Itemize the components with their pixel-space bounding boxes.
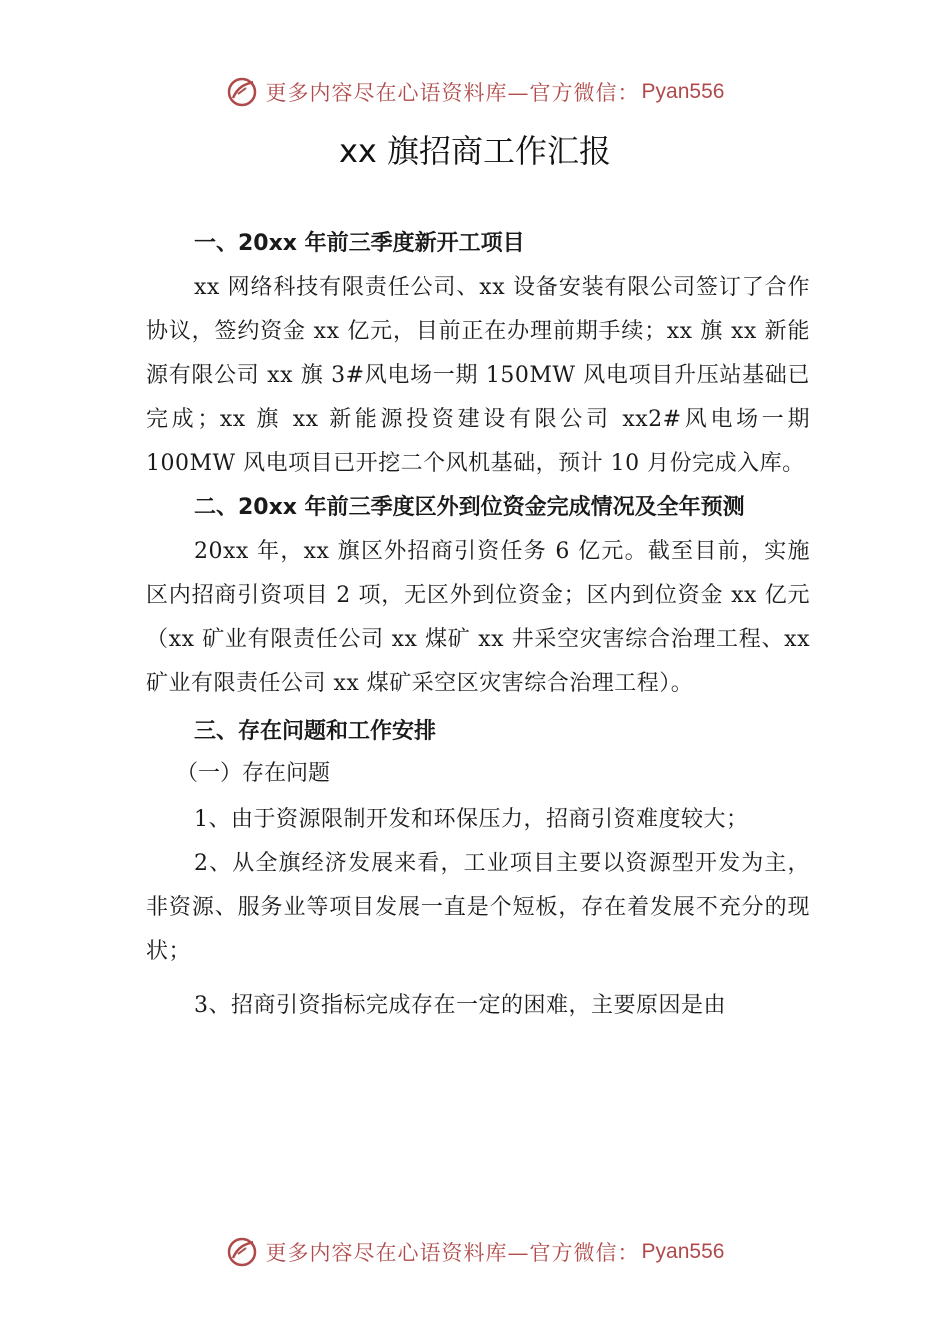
brand-logo-icon (226, 1236, 258, 1268)
watermark-wechat-id: Pyan556 (641, 80, 725, 103)
section-1-paragraph: xx 网络科技有限责任公司、xx 设备安装有限公司签订了合作协议，签约资金 xx 亿元，目前正在办理前期手续；xx 旗 xx 新能源有限公司 xx 旗 3#风电场一期 150MW 风电项目升压站基础已完成；xx 旗 xx 新能源投资建设有限公司 xx2#风电场一期 100MW 风电项目已开挖二个风机基础，预计 10 月份完成入库。 (146, 275, 810, 476)
watermark-banner-bottom (0, 1232, 950, 1272)
issue-item-2: 2、从全旗经济发展来看，工业项目主要以资源型开发为主，非资源、服务业等项目发展一直是个短板，存在着发展不充分的现状； (146, 851, 810, 964)
section-1-heading: 一、20xx 年前三季度新开工项目 (194, 231, 525, 256)
brand-logo-icon (226, 76, 258, 108)
watermark-text: 更多内容尽在心语资料库—官方微信： (265, 1241, 640, 1265)
document-title: xx 旗招商工作汇报 (338, 132, 612, 170)
section-2-paragraph: 20xx 年，xx 旗区外招商引资任务 6 亿元。截至目前，实施区内招商引资项目 2 项，无区外到位资金；区内到位资金 xx 亿元（xx 矿业有限责任公司 xx 煤矿 xx 井采空灾害综合治理工程、xx 矿业有限责任公司 xx 煤矿采空区灾害综合治理工程）。 (146, 539, 810, 696)
watermark-text: 更多内容尽在心语资料库—官方微信： (265, 81, 640, 105)
issue-item-3: 3、招商引资指标完成存在一定的困难，主要原因是由 (194, 993, 726, 1018)
document-body (146, 222, 810, 1028)
watermark-banner-top (0, 72, 950, 112)
section-3-heading: 三、存在问题和工作安排 (194, 719, 437, 744)
issue-item-1: 1、由于资源限制开发和环保压力，招商引资难度较大； (194, 807, 749, 832)
watermark-wechat-id: Pyan556 (641, 1240, 725, 1263)
subsection-heading: （一）存在问题 (176, 761, 331, 786)
section-2-heading: 二、20xx 年前三季度区外到位资金完成情况及全年预测 (194, 495, 745, 520)
